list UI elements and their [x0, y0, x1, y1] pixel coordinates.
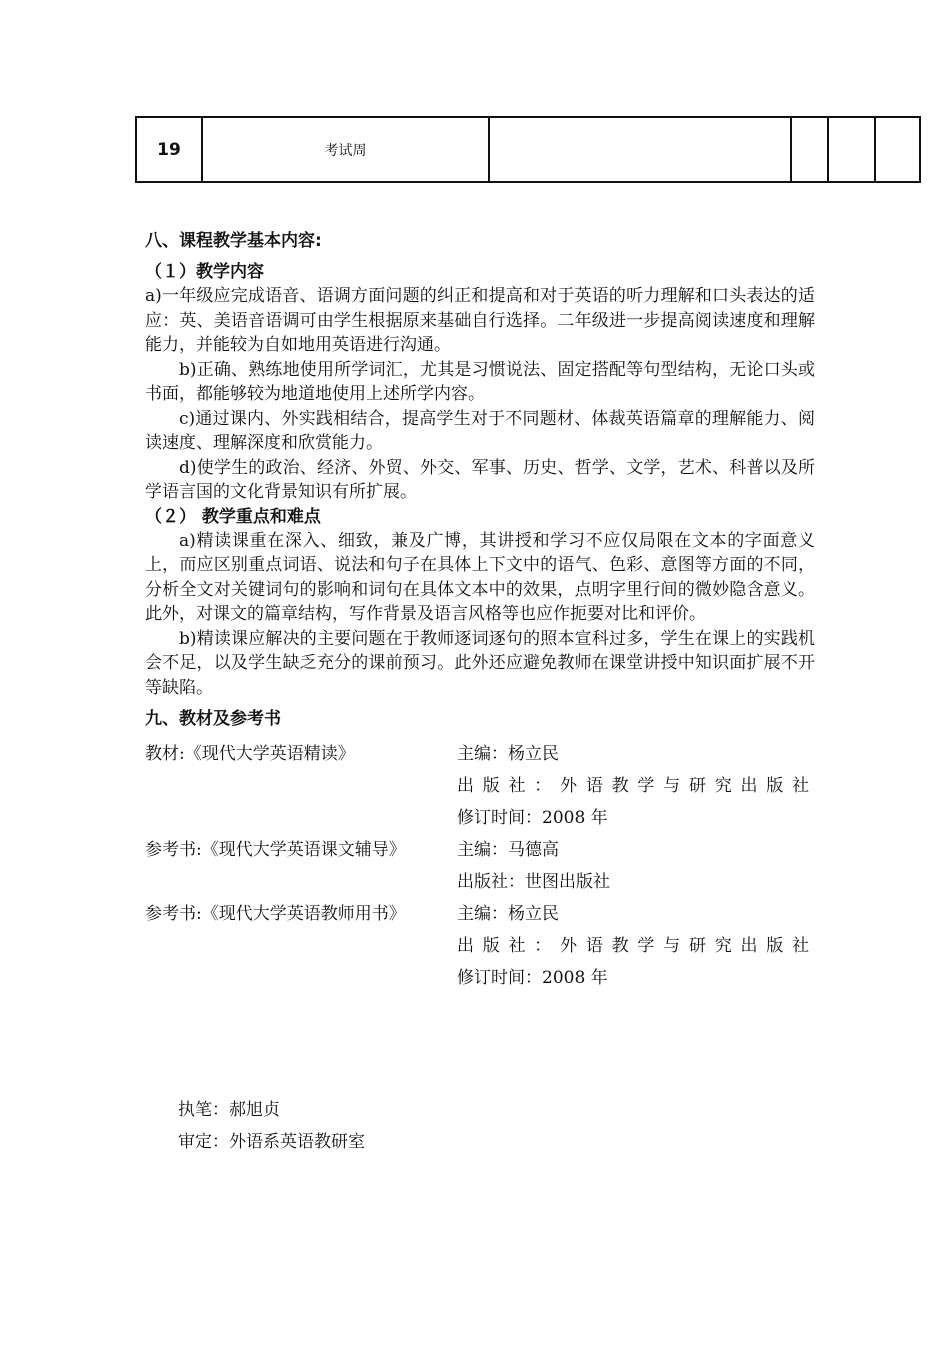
section-8-heading: 八、课程教学基本内容:	[145, 231, 322, 251]
table-row	[136, 117, 920, 182]
list-item	[145, 930, 815, 962]
empty-cell	[489, 117, 791, 182]
paragraph-key-b: b)精读课应解决的主要问题在于教师逐词逐句的照本宣科过多，学生在课上的实践机会不足，以及学生缺乏充分的课前预习。此外还应避免教师在课堂讲授中知识面扩展不开等缺陷。	[145, 628, 815, 698]
key-points-heading: （２） 教学重点和难点	[145, 506, 321, 527]
list-item	[145, 866, 815, 898]
signature-block	[178, 1094, 365, 1158]
section-9-heading: 九、教材及参考书	[145, 709, 281, 729]
author-line: 执笔：郝旭贞	[178, 1100, 280, 1120]
list-item	[145, 834, 815, 866]
reference-1-editor: 主编：马德高	[457, 839, 559, 860]
list-item	[145, 962, 815, 994]
list-item	[145, 802, 815, 834]
list-item	[145, 898, 815, 930]
book-list	[145, 738, 815, 994]
textbook-publisher: 出版社：外语教学与研究出版社	[457, 775, 809, 796]
reference-2-label: 参考书:《现代大学英语教师用书》	[145, 903, 406, 924]
reference-2-publisher: 出版社：外语教学与研究出版社	[457, 935, 809, 956]
paragraph-a: a)一年级应完成语音、语调方面问题的纠正和提高和对于英语的听力理解和口头表达的适应：英、美语音语调可由学生根据原来基础自行选择。二年级进一步提高阅读速度和理解能力，并能较为自如地用英语进行沟通。	[145, 286, 815, 355]
textbook-editor: 主编：杨立民	[457, 743, 559, 764]
list-item	[145, 738, 815, 770]
week-number-cell: 19	[136, 117, 202, 182]
paragraph-c: c)通过课内、外实践相结合，提高学生对于不同题材、体裁英语篇章的理解能力、阅读速度、理解深度和欣赏能力。	[145, 408, 815, 453]
paragraph-b: b)正确、熟练地使用所学词汇，尤其是习惯说法、固定搭配等句型结构，无论口头或书面，都能够较为地道地使用上述所学内容。	[145, 359, 815, 404]
textbook-revised: 修订时间：2008 年	[457, 807, 608, 828]
reference-1-publisher: 出版社：世图出版社	[457, 871, 610, 892]
textbook-label: 教材:《现代大学英语精读》	[145, 743, 355, 764]
reviewer-line: 审定：外语系英语教研室	[178, 1132, 365, 1152]
paragraph-key-a: a)精读课重在深入、细致，兼及广博，其讲授和学习不应仅局限在文本的字面意义上，而应区别重点词语、说法和句子在具体上下文中的语气、色彩、意图等方面的不同，分析全文对关键词句的影响和词句在具体文本中的效果，点明字里行间的微妙隐含意义。此外，对课文的篇章结构，写作背景及语言风格等也应作扼要对比和评价。	[145, 530, 815, 624]
schedule-table	[135, 116, 921, 183]
reference-1-label: 参考书:《现代大学英语课文辅导》	[145, 839, 406, 860]
list-item	[145, 770, 815, 802]
empty-cell	[828, 117, 875, 182]
reference-2-revised: 修订时间：2008 年	[457, 967, 608, 988]
empty-cell	[791, 117, 828, 182]
empty-cell	[875, 117, 920, 182]
week-topic-cell: 考试周	[202, 117, 489, 182]
reference-2-editor: 主编：杨立民	[457, 903, 559, 924]
document-body	[145, 228, 815, 994]
teaching-content-heading: （１）教学内容	[145, 262, 264, 282]
paragraph-d: d)使学生的政治、经济、外贸、外交、军事、历史、哲学、文学，艺术、科普以及所学语言国的文化背景知识有所扩展。	[145, 457, 815, 502]
